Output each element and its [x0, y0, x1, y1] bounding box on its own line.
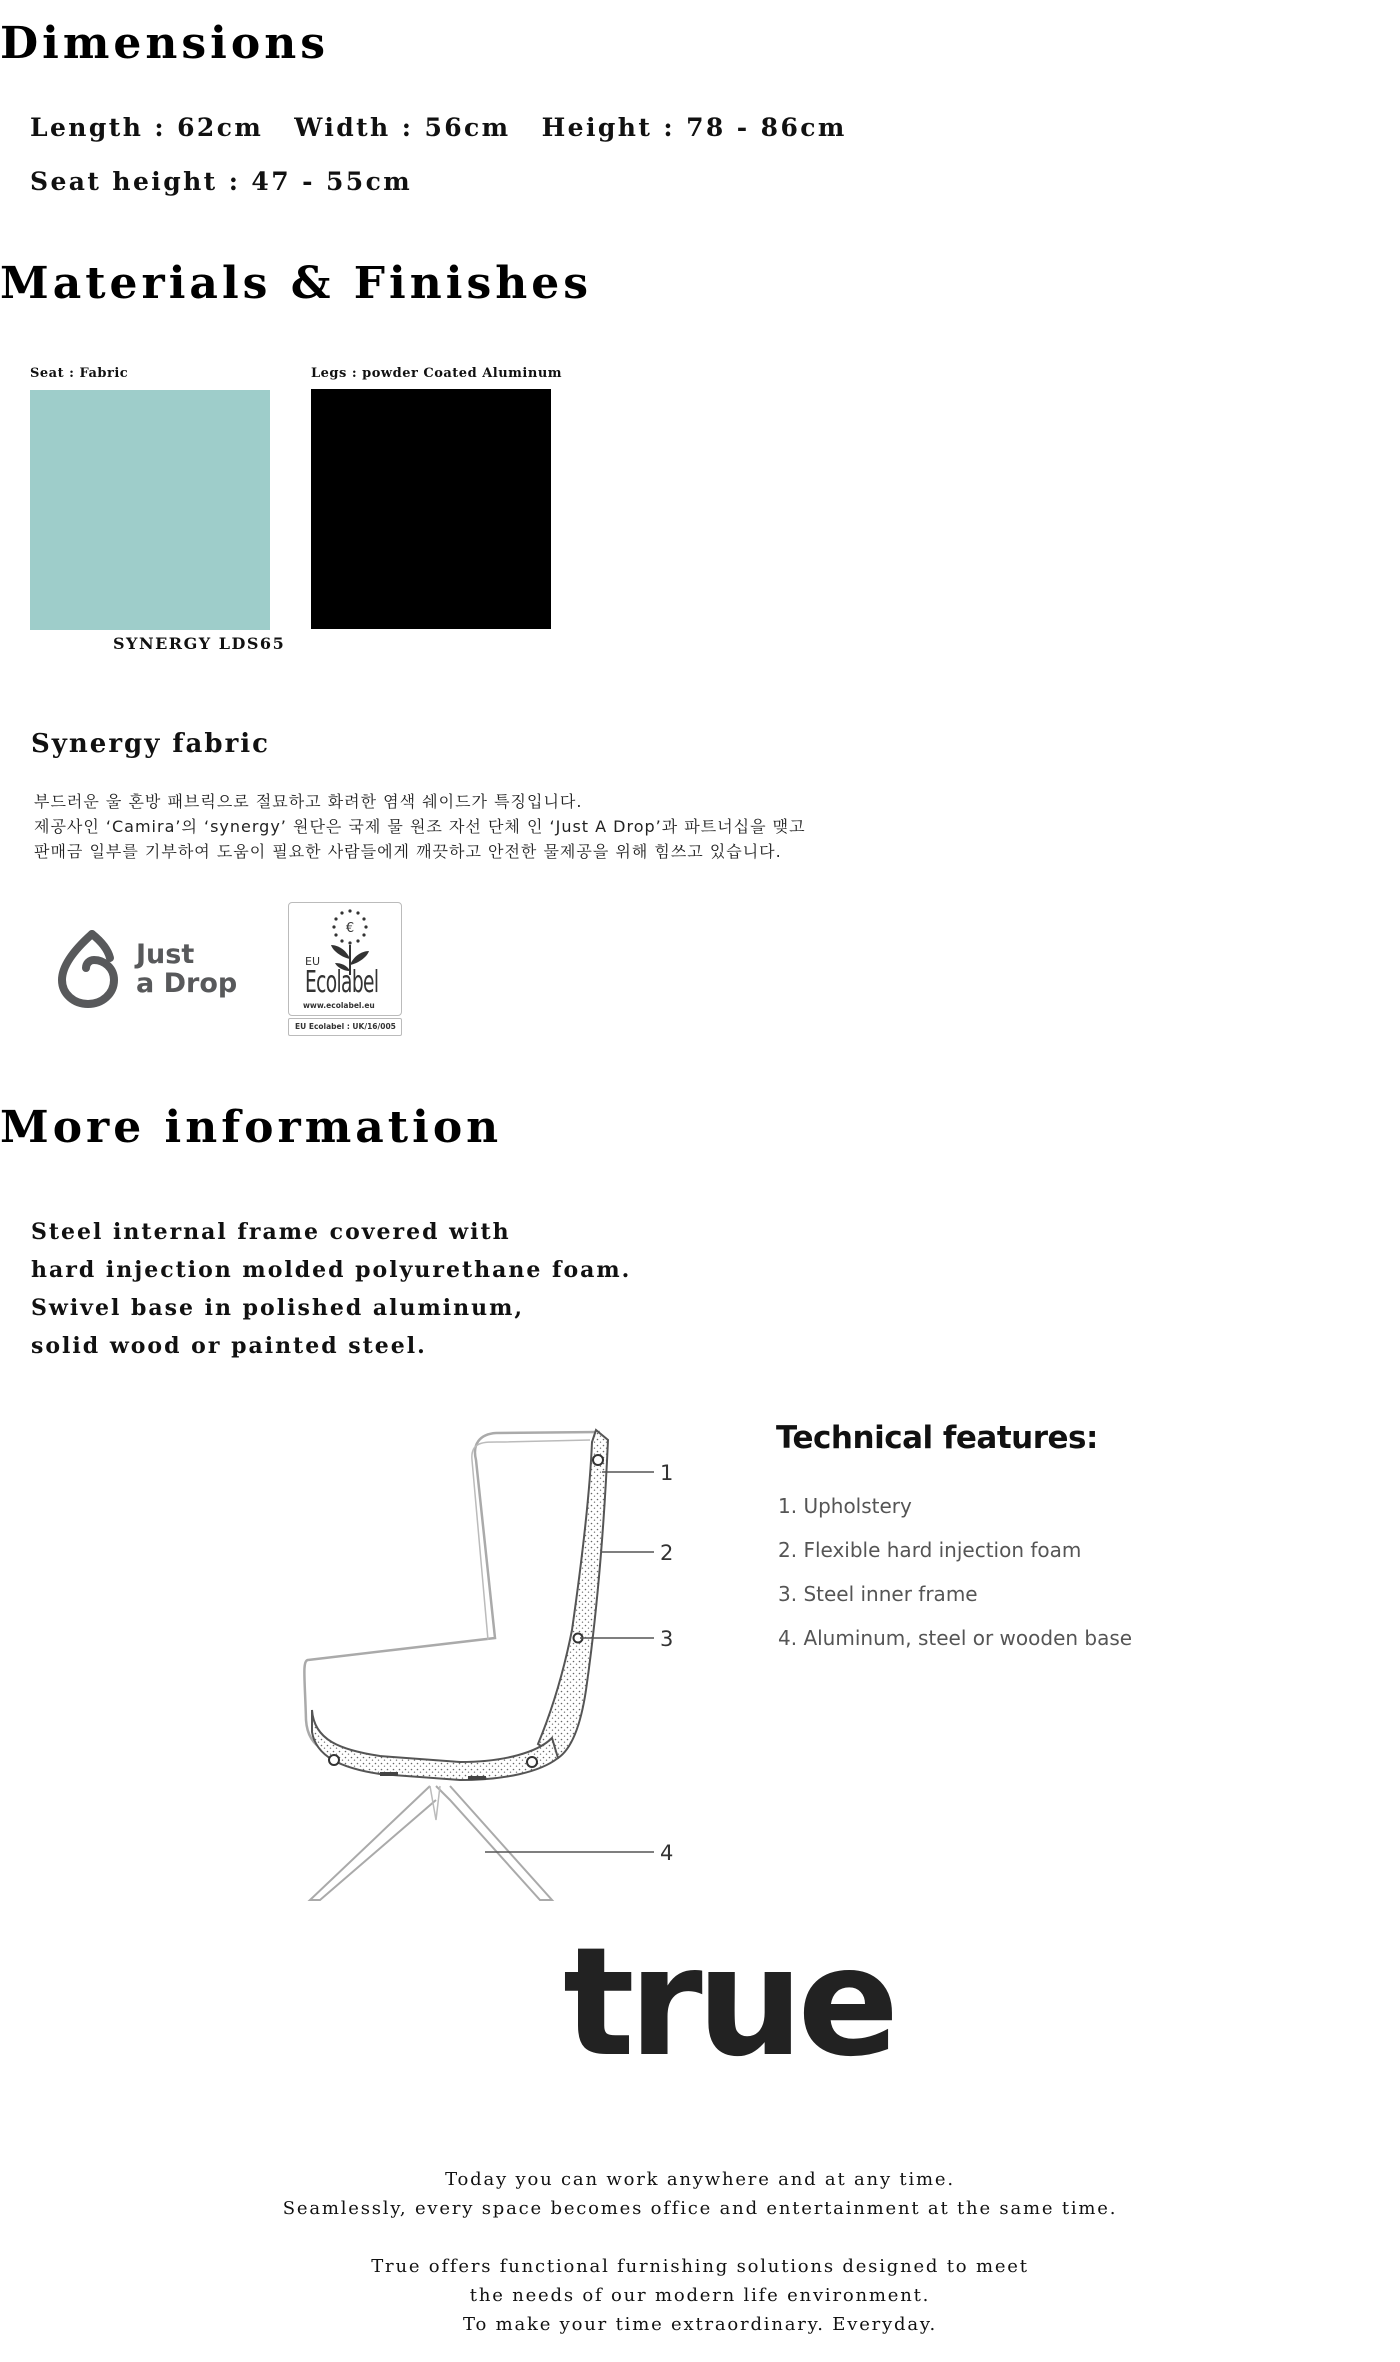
callout-3: 3	[660, 1627, 674, 1651]
seat-swatch-code: SYNERGY LDS65	[113, 634, 286, 653]
just-a-drop-line-2: a Drop	[136, 968, 238, 999]
more-info-heading: More information	[0, 1102, 503, 1153]
feature-item-2: 2. Flexible hard injection foam	[778, 1538, 1082, 1562]
legs-swatch	[311, 389, 551, 629]
just-a-drop-line-1: Just	[136, 939, 195, 970]
ecolabel-url: www.ecolabel.eu	[303, 1001, 375, 1010]
height-value: Height : 78 - 86cm	[541, 113, 847, 142]
chair-technical-drawing	[290, 1420, 710, 1920]
footer-text	[0, 2165, 1400, 2339]
synergy-heading: Synergy fabric	[31, 729, 270, 759]
synergy-description	[34, 789, 806, 864]
more-info-text	[31, 1213, 631, 1365]
technical-features-list	[778, 1484, 1132, 1660]
feature-item-1: 1. Upholstery	[778, 1494, 912, 1518]
footer-line-2: Seamlessly, every space becomes office and entertainment at the same time.	[282, 2198, 1118, 2219]
footer-line-1: Today you can work anywhere and at any time.	[445, 2169, 955, 2190]
callout-2: 2	[660, 1541, 674, 1565]
ecolabel-code: EU Ecolabel : UK/16/005	[295, 1022, 396, 1031]
feature-item-3: 3. Steel inner frame	[778, 1582, 978, 1606]
length-value: Length : 62cm	[30, 113, 264, 142]
footer-line-3	[0, 2223, 1400, 2252]
dimensions-heading: Dimensions	[0, 18, 330, 69]
water-drop-icon	[56, 928, 122, 1008]
true-brand-logo: true	[563, 1916, 894, 2090]
footer-line-5: the needs of our modern life environment.	[469, 2285, 931, 2306]
seat-height-value: Seat height : 47 - 55cm	[30, 167, 413, 196]
synergy-line-1: 부드러운 울 혼방 패브릭으로 절묘하고 화려한 염색 쉐이드가 특징입니다.	[34, 792, 583, 811]
svg-text:€: €	[345, 921, 355, 936]
technical-features-title: Technical features:	[776, 1420, 1098, 1456]
more-info-line-2: hard injection molded polyurethane foam.	[31, 1257, 632, 1283]
ecolabel-word: Ecolabel	[305, 965, 379, 1000]
footer-line-4: True offers functional furnishing solutions designed to meet	[371, 2256, 1029, 2277]
callout-1: 1	[660, 1461, 674, 1485]
dimensions-line	[30, 113, 867, 142]
just-a-drop-logo	[56, 928, 246, 1008]
synergy-line-3: 판매금 일부를 기부하여 도움이 필요한 사람들에게 깨끗하고 안전한 물제공을 위해 힘쓰고 있습니다.	[34, 842, 782, 861]
ecolabel-code-box	[288, 1018, 402, 1036]
synergy-line-2: 제공사인 ‘Camira’의 ‘synergy’ 원단은 국제 물 원조 자선 단체 인 ‘Just A Drop’과 파트너십을 맺고	[34, 817, 806, 836]
more-info-line-3: Swivel base in polished aluminum,	[31, 1295, 525, 1321]
feature-item-4: 4. Aluminum, steel or wooden base	[778, 1626, 1133, 1650]
materials-heading: Materials & Finishes	[0, 258, 592, 309]
eu-ecolabel-logo	[288, 902, 402, 1016]
footer-line-6: To make your time extraordinary. Everyday.	[463, 2314, 937, 2335]
legs-swatch-label: Legs : powder Coated Aluminum	[311, 366, 563, 381]
callout-4: 4	[660, 1841, 674, 1865]
more-info-line-1: Steel internal frame covered with	[31, 1219, 511, 1245]
width-value: Width : 56cm	[294, 113, 511, 142]
more-info-line-4: solid wood or painted steel.	[31, 1333, 427, 1359]
ecolabel-eu-text: EU	[305, 955, 321, 968]
seat-fabric-swatch	[30, 390, 270, 630]
seat-swatch-label: Seat : Fabric	[30, 366, 129, 381]
